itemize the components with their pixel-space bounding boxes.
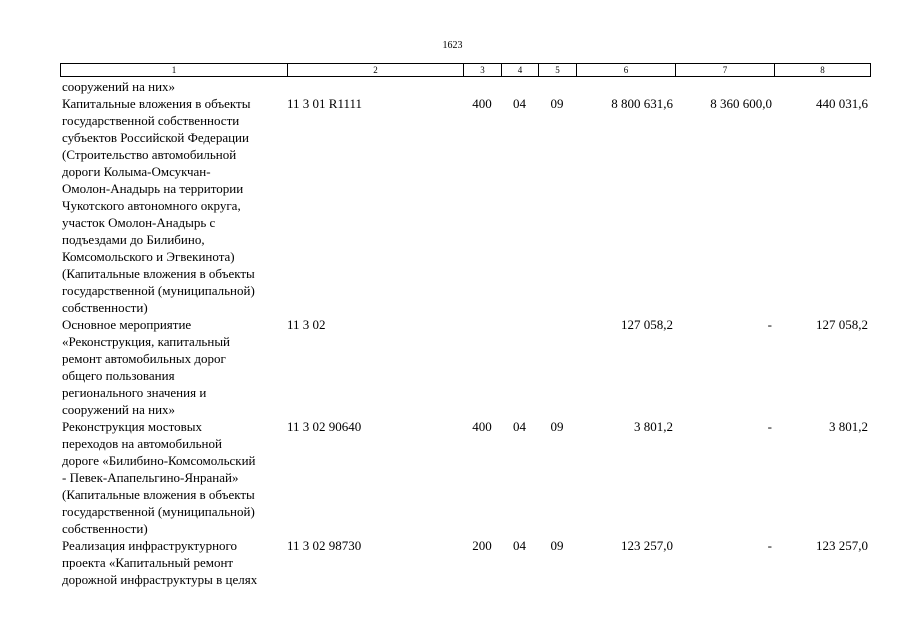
row-type — [463, 78, 501, 95]
row-name-line: государственной (муниципальной) — [62, 283, 255, 298]
table-row — [60, 418, 870, 537]
row-amount-federal — [675, 78, 774, 95]
row-name-line: дорожной инфраструктуры в целях — [62, 572, 258, 587]
row-name-line: (Капитальные вложения в объекты — [62, 487, 255, 502]
row-name-line: Капитальные вложения в объекты — [62, 96, 251, 111]
row-amount-regional: 127 058,2 — [816, 317, 868, 332]
budget-table — [60, 78, 870, 588]
header-col-7: 7 — [676, 64, 775, 77]
row-name-line: государственной (муниципальной) — [62, 504, 255, 519]
header-col-4: 4 — [502, 64, 539, 77]
row-amount-federal: - — [767, 317, 772, 332]
row-name-line: Реализация инфраструктурного — [62, 538, 238, 553]
row-type: 200 — [472, 538, 492, 553]
row-amount-federal: 8 360 600,0 — [710, 96, 772, 111]
table-row — [60, 537, 870, 588]
row-amount-total: 3 801,2 — [634, 419, 673, 434]
table-row — [60, 95, 870, 316]
row-subsection — [538, 78, 576, 95]
row-name-line: «Реконструкция, капитальный — [62, 334, 231, 349]
row-section — [501, 78, 538, 95]
row-name-line: - Певек-Апапельгино-Янранай» — [62, 470, 239, 485]
row-amount-total: 127 058,2 — [621, 317, 673, 332]
page-number: 1623 — [442, 40, 463, 51]
row-name-line: собственности) — [62, 521, 148, 536]
row-name-line: переходов на автомобильной — [62, 436, 222, 451]
row-name-line: дороги Колыма-Омсукчан- — [62, 164, 211, 179]
row-code — [287, 78, 463, 95]
row-type — [463, 316, 501, 418]
row-name — [60, 537, 287, 588]
row-amount-federal: - — [767, 538, 772, 553]
row-name-line: сооружений на них» — [62, 79, 176, 94]
row-name-line: Чукотского автономного округа, — [62, 198, 241, 213]
row-amount-total: 8 800 631,6 — [611, 96, 673, 111]
row-name-line: регионального значения и — [62, 385, 207, 400]
row-name-line: дороге «Билибино-Комсомольский — [62, 453, 256, 468]
row-subsection — [538, 316, 576, 418]
row-code: 11 3 01 R1111 — [287, 96, 362, 111]
row-amount-federal: - — [767, 419, 772, 434]
row-amount-regional — [774, 78, 870, 95]
row-amount-total: 123 257,0 — [621, 538, 673, 553]
row-name-line: Реконструкция мостовых — [62, 419, 203, 434]
row-name — [60, 316, 287, 418]
row-code: 11 3 02 — [287, 317, 326, 332]
header-col-2: 2 — [288, 64, 464, 77]
row-name-line: (Строительство автомобильной — [62, 147, 237, 162]
row-name — [60, 95, 287, 316]
row-subsection: 09 — [550, 419, 564, 434]
row-type: 400 — [472, 96, 492, 111]
row-subsection: 09 — [550, 538, 564, 553]
row-name-line: государственной собственности — [62, 113, 240, 128]
row-name-line: общего пользования — [62, 368, 175, 383]
header-col-5: 5 — [539, 64, 577, 77]
row-type: 400 — [472, 419, 492, 434]
header-col-3: 3 — [464, 64, 502, 77]
row-code: 11 3 02 98730 — [287, 538, 362, 553]
row-amount-regional: 3 801,2 — [829, 419, 868, 434]
row-name-line: (Капитальные вложения в объекты — [62, 266, 255, 281]
row-name-line: субъектов Российской Федерации — [62, 130, 249, 145]
row-name-line: Основное мероприятие — [62, 317, 192, 332]
row-amount-regional: 440 031,6 — [816, 96, 868, 111]
row-subsection: 09 — [550, 96, 564, 111]
table-row — [60, 78, 870, 95]
row-name-line: подъездами до Билибино, — [62, 232, 205, 247]
row-name-line: собственности) — [62, 300, 148, 315]
row-name-line: сооружений на них» — [62, 402, 176, 417]
row-name-line: Омолон-Анадырь на территории — [62, 181, 244, 196]
header-col-1: 1 — [61, 64, 288, 77]
row-name — [60, 418, 287, 537]
row-section — [501, 316, 538, 418]
row-name — [60, 78, 287, 95]
row-section: 04 — [513, 96, 526, 111]
column-number-header — [60, 63, 871, 77]
row-amount-regional: 123 257,0 — [816, 538, 868, 553]
row-name-line: Комсомольского и Эгвекинота) — [62, 249, 235, 264]
header-col-8: 8 — [775, 64, 871, 77]
row-code: 11 3 02 90640 — [287, 419, 362, 434]
header-col-6: 6 — [577, 64, 676, 77]
row-section: 04 — [513, 419, 526, 434]
row-amount-total — [576, 78, 675, 95]
table-row — [60, 316, 870, 418]
row-name-line: проекта «Капитальный ремонт — [62, 555, 234, 570]
row-name-line: ремонт автомобильных дорог — [62, 351, 226, 366]
row-name-line: участок Омолон-Анадырь с — [62, 215, 216, 230]
row-section: 04 — [513, 538, 526, 553]
